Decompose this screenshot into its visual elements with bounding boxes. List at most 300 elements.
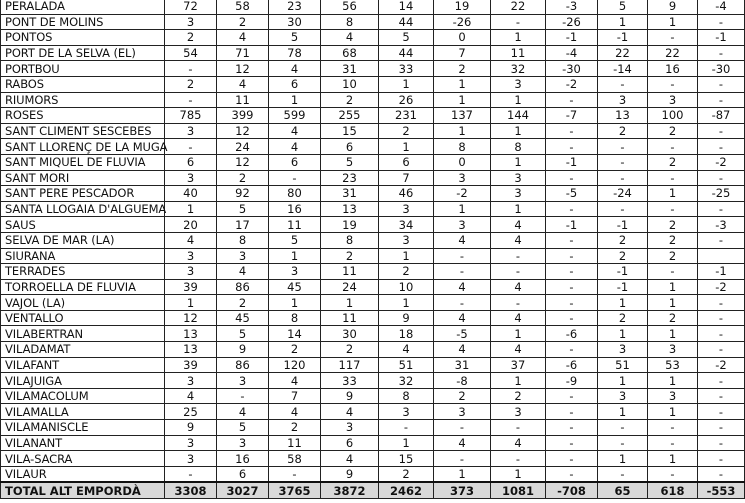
table-cell: 100 bbox=[648, 108, 698, 124]
table-cell: - bbox=[546, 295, 598, 311]
table-cell: 3 bbox=[217, 373, 269, 389]
table-cell: 1 bbox=[598, 451, 648, 467]
table-row bbox=[1, 466, 745, 482]
table-cell: 45 bbox=[217, 310, 269, 326]
table-row bbox=[1, 451, 745, 467]
table-cell: 7 bbox=[379, 170, 434, 186]
table-cell: 1 bbox=[598, 326, 648, 342]
table-row bbox=[1, 342, 745, 358]
table-cell: 33 bbox=[379, 61, 434, 77]
table-cell: 72 bbox=[165, 0, 217, 14]
table-cell: - bbox=[546, 310, 598, 326]
table-cell: 1 bbox=[648, 14, 698, 30]
table-cell: -3 bbox=[698, 217, 745, 233]
table-cell: 4 bbox=[217, 76, 269, 92]
table-cell: 399 bbox=[217, 108, 269, 124]
table-cell: 231 bbox=[379, 108, 434, 124]
table-cell: 6 bbox=[165, 154, 217, 170]
total-cell: 3027 bbox=[217, 482, 269, 498]
table-cell: 1 bbox=[379, 248, 434, 264]
table-cell: 8 bbox=[269, 310, 321, 326]
table-cell: 86 bbox=[217, 279, 269, 295]
table-cell: 2 bbox=[648, 123, 698, 139]
municipality-name: VAJOL (LA) bbox=[1, 295, 165, 311]
table-cell: 11 bbox=[491, 45, 546, 61]
table-cell: 1 bbox=[491, 92, 546, 108]
table-cell: - bbox=[546, 264, 598, 280]
table-cell: -1 bbox=[546, 30, 598, 46]
table-row bbox=[1, 92, 745, 108]
table-cell: 2 bbox=[269, 420, 321, 436]
table-cell: 24 bbox=[321, 279, 379, 295]
table-cell: 44 bbox=[379, 14, 434, 30]
table-cell bbox=[698, 248, 745, 264]
table-cell: - bbox=[698, 170, 745, 186]
table-cell: 3 bbox=[269, 264, 321, 280]
table-cell: - bbox=[598, 76, 648, 92]
table-cell: -1 bbox=[546, 217, 598, 233]
table-cell: - bbox=[698, 232, 745, 248]
table-cell: 3 bbox=[379, 232, 434, 248]
table-cell: 1 bbox=[165, 201, 217, 217]
table-cell: -26 bbox=[546, 14, 598, 30]
municipality-name: SELVA DE MAR (LA) bbox=[1, 232, 165, 248]
total-cell: 373 bbox=[434, 482, 491, 498]
table-cell: - bbox=[491, 420, 546, 436]
table-cell: 11 bbox=[217, 92, 269, 108]
table-cell: 22 bbox=[648, 45, 698, 61]
table-cell: - bbox=[546, 388, 598, 404]
table-cell: -5 bbox=[434, 326, 491, 342]
total-label: TOTAL ALT EMPORDÀ bbox=[1, 482, 165, 498]
table-cell: - bbox=[546, 420, 598, 436]
table-cell: - bbox=[546, 279, 598, 295]
table-cell: - bbox=[546, 139, 598, 155]
table-cell: 5 bbox=[321, 154, 379, 170]
table-row bbox=[1, 14, 745, 30]
table-cell: - bbox=[165, 466, 217, 482]
table-row bbox=[1, 404, 745, 420]
municipality-name: TERRADES bbox=[1, 264, 165, 280]
table-cell: - bbox=[648, 30, 698, 46]
table-cell: 9 bbox=[648, 0, 698, 14]
table-cell: 2 bbox=[217, 295, 269, 311]
total-cell: 618 bbox=[648, 482, 698, 498]
table-cell: 11 bbox=[321, 264, 379, 280]
table-cell: 4 bbox=[434, 310, 491, 326]
table-cell: -1 bbox=[598, 264, 648, 280]
table-cell: -2 bbox=[698, 357, 745, 373]
table-cell: 4 bbox=[491, 232, 546, 248]
table-cell: - bbox=[434, 264, 491, 280]
table-cell: 6 bbox=[269, 76, 321, 92]
table-cell: 1 bbox=[648, 451, 698, 467]
table-cell: 0 bbox=[434, 154, 491, 170]
municipality-name: SIURANA bbox=[1, 248, 165, 264]
table-cell: 6 bbox=[379, 154, 434, 170]
table-cell: 2 bbox=[648, 248, 698, 264]
table-cell: 3 bbox=[648, 92, 698, 108]
table-cell: -25 bbox=[698, 186, 745, 202]
table-row bbox=[1, 248, 745, 264]
table-cell: 4 bbox=[321, 404, 379, 420]
table-cell: 1 bbox=[491, 326, 546, 342]
table-row bbox=[1, 170, 745, 186]
table-cell: - bbox=[698, 466, 745, 482]
table-cell: 40 bbox=[165, 186, 217, 202]
table-cell: 2 bbox=[379, 123, 434, 139]
table-cell: 44 bbox=[379, 45, 434, 61]
table-cell: -2 bbox=[546, 76, 598, 92]
municipality-name: PORTBOU bbox=[1, 61, 165, 77]
table-cell: 30 bbox=[269, 14, 321, 30]
table-cell: 2 bbox=[321, 342, 379, 358]
table-cell: 4 bbox=[321, 451, 379, 467]
table-cell: 1 bbox=[491, 123, 546, 139]
municipality-name: SANT CLIMENT SESCEBES bbox=[1, 123, 165, 139]
table-cell: 4 bbox=[321, 30, 379, 46]
table-cell: 5 bbox=[217, 420, 269, 436]
total-cell: 3765 bbox=[269, 482, 321, 498]
table-cell: 599 bbox=[269, 108, 321, 124]
table-row bbox=[1, 201, 745, 217]
table-cell: - bbox=[434, 451, 491, 467]
table-cell: 6 bbox=[269, 154, 321, 170]
table-cell: 45 bbox=[269, 279, 321, 295]
table-cell: - bbox=[698, 201, 745, 217]
table-row bbox=[1, 108, 745, 124]
table-cell: - bbox=[546, 201, 598, 217]
table-cell: 56 bbox=[321, 0, 379, 14]
table-row bbox=[1, 0, 745, 14]
table-cell: - bbox=[648, 435, 698, 451]
table-cell: - bbox=[698, 435, 745, 451]
table-cell: -6 bbox=[546, 326, 598, 342]
municipality-name: RIUMORS bbox=[1, 92, 165, 108]
table-cell: - bbox=[698, 388, 745, 404]
table-cell: -30 bbox=[546, 61, 598, 77]
table-cell: - bbox=[648, 420, 698, 436]
table-cell: 19 bbox=[434, 0, 491, 14]
table-cell: 8 bbox=[434, 139, 491, 155]
table-cell: 16 bbox=[217, 451, 269, 467]
municipality-name: VILAUR bbox=[1, 466, 165, 482]
municipality-name: VILANANT bbox=[1, 435, 165, 451]
table-row bbox=[1, 30, 745, 46]
table-cell: 4 bbox=[269, 404, 321, 420]
table-row bbox=[1, 139, 745, 155]
table-cell: 3 bbox=[434, 170, 491, 186]
table-cell: - bbox=[491, 264, 546, 280]
municipality-name: VILAJUIGA bbox=[1, 373, 165, 389]
table-cell: - bbox=[598, 154, 648, 170]
table-cell: - bbox=[491, 14, 546, 30]
municipality-name: PONTOS bbox=[1, 30, 165, 46]
table-cell: 39 bbox=[165, 357, 217, 373]
table-cell: 1 bbox=[269, 248, 321, 264]
table-cell: 12 bbox=[217, 61, 269, 77]
municipality-name: PONT DE MOLINS bbox=[1, 14, 165, 30]
total-cell: -708 bbox=[546, 482, 598, 498]
table-cell: 3 bbox=[321, 420, 379, 436]
table-cell: - bbox=[698, 14, 745, 30]
table-cell: 25 bbox=[165, 404, 217, 420]
table-cell: 1 bbox=[434, 76, 491, 92]
table-cell: 2 bbox=[434, 388, 491, 404]
table-cell: 2 bbox=[321, 92, 379, 108]
table-cell: 3 bbox=[165, 435, 217, 451]
table-cell: 3 bbox=[598, 92, 648, 108]
table-cell: 137 bbox=[434, 108, 491, 124]
table-cell: 86 bbox=[217, 357, 269, 373]
table-cell: 14 bbox=[269, 326, 321, 342]
table-cell: - bbox=[546, 92, 598, 108]
table-cell: 17 bbox=[217, 217, 269, 233]
table-cell: 9 bbox=[379, 310, 434, 326]
table-cell: 22 bbox=[598, 45, 648, 61]
table-body bbox=[1, 0, 745, 482]
table-cell: 3 bbox=[379, 404, 434, 420]
table-cell: 1 bbox=[491, 201, 546, 217]
table-cell: 1 bbox=[648, 326, 698, 342]
municipality-name: VILADAMAT bbox=[1, 342, 165, 358]
table-cell: - bbox=[698, 295, 745, 311]
table-cell: 37 bbox=[491, 357, 546, 373]
table-cell: - bbox=[217, 388, 269, 404]
table-cell: 12 bbox=[165, 310, 217, 326]
municipality-name: SANT PERE PESCADOR bbox=[1, 186, 165, 202]
table-cell: 51 bbox=[598, 357, 648, 373]
table-cell: - bbox=[546, 170, 598, 186]
table-row bbox=[1, 232, 745, 248]
table-row bbox=[1, 388, 745, 404]
table-cell: - bbox=[698, 373, 745, 389]
municipality-name: VILAMALLA bbox=[1, 404, 165, 420]
municipality-name: VENTALLO bbox=[1, 310, 165, 326]
table-cell: 9 bbox=[217, 342, 269, 358]
table-cell: 16 bbox=[648, 61, 698, 77]
table-cell: 68 bbox=[321, 45, 379, 61]
table-cell: 5 bbox=[379, 30, 434, 46]
table-cell: 8 bbox=[491, 139, 546, 155]
table-cell: 4 bbox=[165, 388, 217, 404]
table-cell: 1 bbox=[379, 435, 434, 451]
table-cell: 3 bbox=[165, 123, 217, 139]
municipality-name: SANT MIQUEL DE FLUVIA bbox=[1, 154, 165, 170]
table-cell: 2 bbox=[321, 248, 379, 264]
table-cell: 6 bbox=[321, 435, 379, 451]
table-cell: 3 bbox=[434, 217, 491, 233]
table-row bbox=[1, 295, 745, 311]
table-cell: 4 bbox=[217, 264, 269, 280]
table-cell: 1 bbox=[491, 466, 546, 482]
table-cell: - bbox=[546, 404, 598, 420]
municipality-name: VILAMACOLUM bbox=[1, 388, 165, 404]
table-cell: 6 bbox=[217, 466, 269, 482]
table-cell: -1 bbox=[598, 279, 648, 295]
table-cell: 31 bbox=[321, 61, 379, 77]
table-cell: 13 bbox=[321, 201, 379, 217]
table-cell: 3 bbox=[217, 248, 269, 264]
table-cell: -9 bbox=[546, 373, 598, 389]
municipality-name: ROSES bbox=[1, 108, 165, 124]
table-cell: 13 bbox=[598, 108, 648, 124]
table-cell: 9 bbox=[321, 466, 379, 482]
table-cell: 4 bbox=[491, 342, 546, 358]
table-cell: 23 bbox=[269, 0, 321, 14]
table-cell: 3 bbox=[165, 248, 217, 264]
table-cell: - bbox=[648, 170, 698, 186]
table-cell: - bbox=[598, 170, 648, 186]
table-cell: 9 bbox=[165, 420, 217, 436]
table-cell: 1 bbox=[434, 201, 491, 217]
table-cell: 9 bbox=[321, 388, 379, 404]
table-cell: 3 bbox=[165, 264, 217, 280]
table-cell: 1 bbox=[165, 295, 217, 311]
table-cell: 4 bbox=[217, 404, 269, 420]
table-cell: - bbox=[648, 466, 698, 482]
table-cell: - bbox=[698, 45, 745, 61]
municipality-name: PERALADA bbox=[1, 0, 165, 14]
table-row bbox=[1, 420, 745, 436]
table-cell: 2 bbox=[165, 30, 217, 46]
table-cell: - bbox=[546, 232, 598, 248]
table-cell: - bbox=[698, 451, 745, 467]
table-cell: 1 bbox=[269, 92, 321, 108]
table-cell: 39 bbox=[165, 279, 217, 295]
table-row bbox=[1, 435, 745, 451]
table-cell: 1 bbox=[379, 139, 434, 155]
table-cell: 15 bbox=[379, 451, 434, 467]
table-cell: 4 bbox=[165, 232, 217, 248]
table-cell: -2 bbox=[698, 279, 745, 295]
table-cell: 11 bbox=[269, 217, 321, 233]
table-cell: 255 bbox=[321, 108, 379, 124]
table-cell: 10 bbox=[379, 279, 434, 295]
table-cell: -24 bbox=[598, 186, 648, 202]
table-row bbox=[1, 76, 745, 92]
table-cell: 4 bbox=[434, 435, 491, 451]
table-cell: 1 bbox=[379, 295, 434, 311]
table-cell: -2 bbox=[698, 154, 745, 170]
table-cell: - bbox=[598, 435, 648, 451]
table-row bbox=[1, 154, 745, 170]
table-cell: 1 bbox=[598, 373, 648, 389]
table-cell: 2 bbox=[598, 123, 648, 139]
table-cell: 92 bbox=[217, 186, 269, 202]
table-cell: 58 bbox=[217, 0, 269, 14]
municipality-name: VILAFANT bbox=[1, 357, 165, 373]
table-cell: 26 bbox=[379, 92, 434, 108]
table-cell: - bbox=[648, 76, 698, 92]
table-cell: 1 bbox=[648, 404, 698, 420]
table-cell: - bbox=[491, 295, 546, 311]
table-cell: 2 bbox=[165, 76, 217, 92]
table-cell: 5 bbox=[269, 30, 321, 46]
table-cell: 32 bbox=[379, 373, 434, 389]
table-cell: 4 bbox=[269, 373, 321, 389]
table-cell: 58 bbox=[269, 451, 321, 467]
table-row bbox=[1, 45, 745, 61]
table-cell: 4 bbox=[379, 342, 434, 358]
table-cell: 12 bbox=[217, 123, 269, 139]
table-cell: 8 bbox=[321, 232, 379, 248]
table-cell: 3 bbox=[165, 373, 217, 389]
table-cell: 18 bbox=[379, 326, 434, 342]
table-cell: - bbox=[491, 248, 546, 264]
table-cell: 2 bbox=[379, 264, 434, 280]
table-cell: 1 bbox=[269, 295, 321, 311]
municipality-name: VILAMANISCLE bbox=[1, 420, 165, 436]
table-row bbox=[1, 217, 745, 233]
table-cell: 4 bbox=[491, 217, 546, 233]
table-cell: 5 bbox=[598, 0, 648, 14]
table-row bbox=[1, 264, 745, 280]
table-cell: 785 bbox=[165, 108, 217, 124]
table-cell: - bbox=[165, 139, 217, 155]
table-cell: 3 bbox=[491, 76, 546, 92]
table-cell: 7 bbox=[269, 388, 321, 404]
table-cell: 11 bbox=[321, 310, 379, 326]
table-cell: -1 bbox=[598, 30, 648, 46]
table-cell: 2 bbox=[217, 14, 269, 30]
table-cell: -4 bbox=[546, 45, 598, 61]
table-cell: 3 bbox=[217, 435, 269, 451]
table-cell: 3 bbox=[598, 342, 648, 358]
table-cell: - bbox=[434, 420, 491, 436]
table-cell: 2 bbox=[598, 232, 648, 248]
table-cell: - bbox=[648, 201, 698, 217]
table-cell: - bbox=[546, 248, 598, 264]
table-cell: 3 bbox=[165, 451, 217, 467]
table-cell: 117 bbox=[321, 357, 379, 373]
total-cell: -553 bbox=[698, 482, 745, 498]
table-cell: - bbox=[698, 420, 745, 436]
table-cell: 19 bbox=[321, 217, 379, 233]
municipality-name: VILA-SACRA bbox=[1, 451, 165, 467]
table-cell: 20 bbox=[165, 217, 217, 233]
table-cell: 1 bbox=[598, 14, 648, 30]
table-cell: - bbox=[648, 264, 698, 280]
table-cell: 1 bbox=[648, 373, 698, 389]
table-row bbox=[1, 186, 745, 202]
table-cell: -26 bbox=[434, 14, 491, 30]
table-cell: 1 bbox=[321, 295, 379, 311]
table-cell: - bbox=[379, 420, 434, 436]
table-cell: 1 bbox=[491, 373, 546, 389]
total-cell: 2462 bbox=[379, 482, 434, 498]
table-cell: - bbox=[698, 310, 745, 326]
municipality-name: TORROELLA DE FLUVIA bbox=[1, 279, 165, 295]
table-cell: 13 bbox=[165, 326, 217, 342]
table-cell: 4 bbox=[491, 435, 546, 451]
table-cell: 4 bbox=[434, 279, 491, 295]
total-row bbox=[1, 482, 745, 498]
table-cell: 2 bbox=[598, 310, 648, 326]
total-cell: 1081 bbox=[491, 482, 546, 498]
table-cell: 16 bbox=[269, 201, 321, 217]
table-row bbox=[1, 310, 745, 326]
table-row bbox=[1, 279, 745, 295]
table-cell: 1 bbox=[491, 30, 546, 46]
table-cell: 4 bbox=[491, 279, 546, 295]
table-cell: 80 bbox=[269, 186, 321, 202]
table-cell: 1 bbox=[434, 92, 491, 108]
table-cell: 23 bbox=[321, 170, 379, 186]
table-cell: 8 bbox=[379, 388, 434, 404]
table-cell: 22 bbox=[491, 0, 546, 14]
table-cell: 1 bbox=[434, 466, 491, 482]
